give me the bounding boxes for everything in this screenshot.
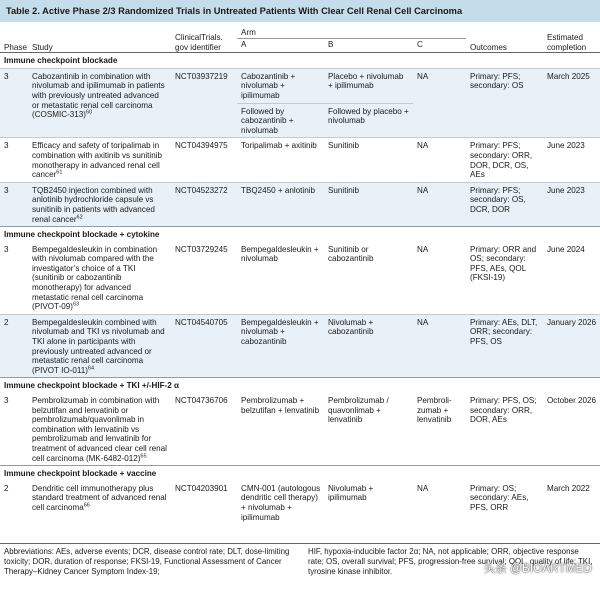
cell-study: TQB2450 injection combined with anlotinib hydrochloride capsule vs sunitinib in patients with advanced renal cancer$^{62}$ (28, 182, 171, 226)
table-row (0, 68, 600, 103)
table-row (0, 242, 600, 315)
cell-study: Efficacy and safety of toripalimab in combination with axitinib vs sunitinib monotherapy in advanced renal cell cancer$^{61}$ (28, 138, 171, 182)
table-row (0, 393, 600, 466)
cell-arm-a: Bempegaldesleukin + nivolumab + cabozantinib (237, 314, 324, 378)
watermark: 头条 @BIOARTMED (483, 563, 592, 575)
cell-nct: NCT04203901 (175, 483, 228, 493)
table-row (0, 138, 600, 182)
section-row (0, 466, 600, 481)
cell-outcomes: Primary: PFS; secondary: OS, DCR, DOR (466, 182, 543, 226)
cell-arm-a: CMN-001 (autologous dendritic cell therapy) + nivolumab + ipilimumab (241, 483, 321, 522)
cell-completion: June 2023 (543, 182, 600, 226)
cell-arm-a: Cabozantinib + nivolumab + ipilimumab (237, 68, 324, 103)
cell-phase: 3 (0, 138, 28, 182)
abbreviations-left: Abbreviations: AEs, adverse events; DCR, disease control rate; DLT, dose-limiting toxicity; DOR, duration of response; FKSI-19, Functional Assessment of Cancer Therapy–Kidney Cancer Symptom Index-19; (4, 547, 290, 577)
header-nct: ClinicalTrials. gov identifier (171, 23, 237, 53)
cell-nct: NCT04523272 (171, 182, 237, 226)
cell-arm-b: Sunitinib or cabozantinib (328, 244, 374, 264)
cell-arm-b: Placebo + nivolumab + ipilimumab (324, 68, 413, 103)
header-estimated-completion: Estimated completion (543, 23, 600, 53)
cell-nct: NCT04540705 (171, 314, 237, 378)
header-arm-b: B (324, 38, 413, 53)
section-label: Immune checkpoint blockade + TKI +/-HIF-2 α (0, 378, 600, 393)
cell-study: Bempegaldesleukin in combination with nivolumab compared with the investigator’s choice of a TKI (sunitinib or cabozantinib monotherapy) for advanced metastatic renal cell carcinoma (PIVOT-09)$^{63}$ (32, 244, 158, 312)
cell-arm-b: Sunitinib (324, 138, 413, 182)
cell-outcomes: Primary: AEs, DLT, ORR; secondary: PFS, OS (466, 314, 543, 378)
cell-arm-b: Nivolumab + cabozantinib (324, 314, 413, 378)
section-label: Immune checkpoint blockade (0, 53, 600, 69)
abbreviations-right: HIF, hypoxia-inducible factor 2α; NA, not applicable; ORR, objective response rate; OS, overall survival; PFS, progression-free survival; QOL, quality of life; TKI, tyrosine kinase inhibitor. (308, 547, 593, 577)
cell-nct: NCT04394975 (171, 138, 237, 182)
section-label: Immune checkpoint blockade + cytokine (0, 227, 600, 242)
cell-arm-c: NA (413, 68, 466, 138)
cell-arm-a: Toripalimab + axitinib (237, 138, 324, 182)
cell-completion: January 2026 (543, 314, 600, 378)
cell-outcomes: Primary: PFS; secondary: OS (466, 68, 543, 138)
cell-arm-c: NA (417, 244, 429, 254)
cell-arm-b-followup: Followed by placebo + nivolumab (324, 103, 413, 138)
cell-phase: 3 (0, 68, 28, 138)
header-phase: Phase (0, 23, 28, 53)
header-study: Study (28, 23, 171, 53)
section-label: Immune checkpoint blockade + vaccine (0, 466, 600, 481)
cell-arm-c: NA (413, 182, 466, 226)
trials-table (0, 23, 600, 524)
cell-outcomes: Primary: PFS; secondary: ORR, DOR, DCR, OS, AEs (466, 138, 543, 182)
cell-nct: NCT03937219 (171, 68, 237, 138)
cell-arm-a-followup: Followed by cabozantinib + nivolumab (237, 103, 324, 138)
cell-arm-c: NA (413, 314, 466, 378)
header-arm-c: C (413, 38, 466, 53)
cell-study: Dendritic cell immunotherapy plus standard treatment of advanced renal cell carcinoma$^{66}$ (32, 483, 167, 512)
cell-arm-c: NA (417, 483, 429, 493)
table-row (0, 481, 600, 524)
cell-phase: 3 (0, 182, 28, 226)
cell-completion: June 2023 (543, 138, 600, 182)
table-row (0, 314, 600, 378)
header-arm: Arm (237, 23, 466, 38)
cell-nct: NCT03729245 (175, 244, 228, 254)
cell-study: Pembrolizumab in combination with belzutifan and lenvatinib or pembrolizumab/quavonlimab in combination with lenvatinib vs pembrolizumab and lenvatinib for treatment of advanced clear cell renal cell carcinoma $(MK-6482-012)^{65}$ (32, 396, 167, 463)
cell-arm-b: Nivolumab + ipilimumab (328, 483, 374, 503)
section-row (0, 227, 600, 242)
cell-arm-c: NA (413, 138, 466, 182)
cell-study: Bempegaldesleukin combined with nivolumab and TKI vs nivolumab and TKI alone in participants with previously untreated advanced or metastatic renal cell carcinoma (PIVOT IO-011)$^{64}$ (28, 314, 171, 378)
section-row (0, 53, 600, 69)
cell-phase: 2 (0, 314, 28, 378)
cell-completion: March 2022 (547, 483, 590, 493)
cell-arm-a: Bempegaldesleukin + nivolumab (241, 244, 319, 264)
cell-arm-c: Pembroli-zumab + lenvatinib (417, 396, 452, 425)
cell-phase: 3 (4, 396, 9, 405)
footer-divider (0, 543, 600, 544)
cell-arm-a: TBQ2450 + anlotinib (237, 182, 324, 226)
cell-phase: 3 (4, 244, 9, 254)
cell-completion: March 2025 (543, 68, 600, 138)
header-arm-a: A (237, 38, 324, 53)
cell-completion: June 2024 (547, 244, 585, 254)
cell-arm-a: Pembrolizumab + belzutifan + lenvatinib (241, 396, 320, 415)
cell-outcomes: Primary: ORR and OS; secondary: PFS, AEs, QOL (FKSI-19) (470, 244, 537, 283)
table-title: Table 2. Active Phase 2/3 Randomized Trials in Untreated Patients With Clear Cell Renal Cell Carcinoma (0, 0, 600, 22)
cell-study: Cabozantinib in combination with nivolumab and ipilimumab in patients with previously untreated advanced or metastatic renal cell carcinoma (COSMIC-313)$^{60}$ (28, 68, 171, 138)
header-outcomes: Outcomes (466, 23, 543, 53)
cell-arm-b: Pembrolizumab / quavonlimab + lenvatinib (328, 396, 389, 425)
table-row (0, 182, 600, 226)
cell-outcomes: Primary: OS; secondary: AEs, PFS, ORR (470, 483, 529, 512)
cell-arm-b: Sunitinib (324, 182, 413, 226)
section-row (0, 378, 600, 393)
cell-nct: NCT04736706 (175, 396, 228, 405)
cell-completion: October 2026 (547, 396, 597, 405)
cell-outcomes: Primary: PFS, OS; secondary: ORR, DOR, AEs (470, 396, 537, 425)
cell-phase: 2 (4, 483, 9, 493)
